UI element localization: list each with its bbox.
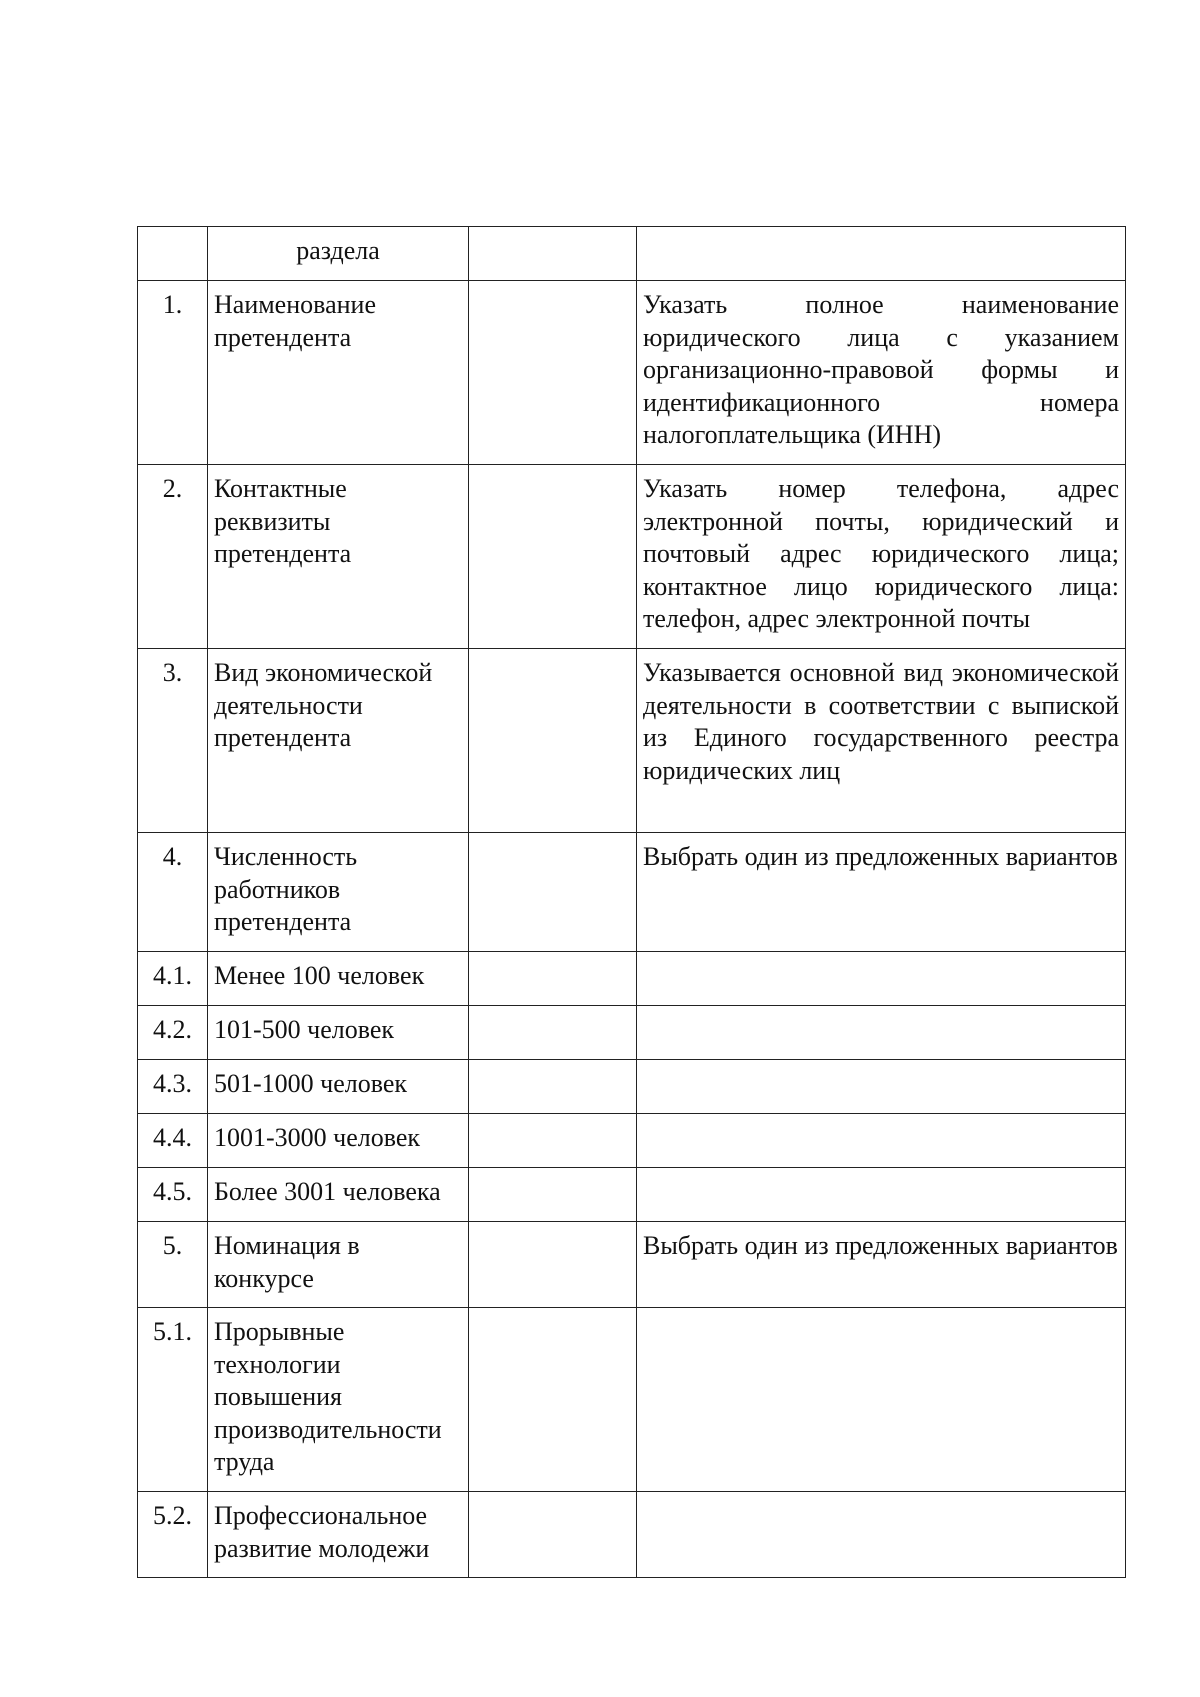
row-number: 4.2.	[153, 1015, 192, 1044]
row-number-cell	[138, 227, 208, 281]
table-row	[138, 465, 1126, 649]
row-note-cell	[637, 465, 1126, 649]
row-name-cell	[208, 1006, 469, 1060]
row-number: 4.1.	[153, 961, 192, 990]
table-row	[138, 1308, 1126, 1492]
row-value-cell[interactable]	[469, 465, 637, 649]
row-value-cell[interactable]	[469, 1060, 637, 1114]
row-number-cell	[138, 649, 208, 833]
row-note-cell	[637, 1114, 1126, 1168]
row-note-cell	[637, 1308, 1126, 1492]
row-number-cell	[138, 833, 208, 952]
row-name-cell	[208, 649, 469, 833]
row-name: 1001-3000 человек	[214, 1123, 421, 1152]
row-number: 3.	[162, 658, 183, 687]
row-name: Менее 100 человек	[214, 961, 425, 990]
row-number-cell	[138, 465, 208, 649]
row-value-cell[interactable]	[469, 1222, 637, 1308]
row-note-cell	[637, 1168, 1126, 1222]
row-note-cell	[637, 281, 1126, 465]
row-number-cell	[138, 1060, 208, 1114]
row-number-cell	[138, 1492, 208, 1578]
row-note: Выбрать один из предложенных вариантов	[643, 842, 1118, 871]
row-number-cell	[138, 952, 208, 1006]
row-name-cell	[208, 952, 469, 1006]
row-number: 4.4.	[153, 1123, 192, 1152]
row-number-cell	[138, 1006, 208, 1060]
row-number: 2.	[162, 474, 183, 503]
row-number: 4.	[162, 842, 183, 871]
row-number-cell	[138, 281, 208, 465]
application-form-table	[137, 226, 1126, 1578]
row-name: 501-1000 человек	[214, 1069, 408, 1098]
row-note: Указать полное наименование юридического лица с указанием организационно-правовой формы и идентификационного номера налогоплательщика (ИНН)	[643, 290, 1119, 450]
row-value-cell[interactable]	[469, 281, 637, 465]
row-value-cell[interactable]	[469, 227, 637, 281]
row-name: Прорывные технологии повышения производительности труда	[214, 1317, 442, 1477]
row-name-cell	[208, 1222, 469, 1308]
row-value-cell[interactable]	[469, 833, 637, 952]
row-value-cell[interactable]	[469, 952, 637, 1006]
table-row	[138, 1060, 1126, 1114]
table-row	[138, 227, 1126, 281]
row-note-cell	[637, 952, 1126, 1006]
row-name-cell	[208, 281, 469, 465]
row-number-cell	[138, 1168, 208, 1222]
row-name-cell	[208, 465, 469, 649]
row-number: 1.	[162, 290, 183, 319]
row-note-cell	[637, 1060, 1126, 1114]
row-name: Наименование претендента	[214, 290, 376, 352]
row-value-cell[interactable]	[469, 1168, 637, 1222]
row-name: Номинация в конкурсе	[214, 1231, 360, 1293]
row-name-cell	[208, 1308, 469, 1492]
row-number: 4.5.	[153, 1177, 192, 1206]
table-body	[138, 227, 1126, 1578]
row-name: Численность работников претендента	[214, 842, 358, 937]
row-name: раздела	[296, 236, 380, 265]
table-row	[138, 1222, 1126, 1308]
table-row	[138, 1168, 1126, 1222]
row-number: 5.	[162, 1231, 183, 1260]
row-number-cell	[138, 1114, 208, 1168]
row-name: Контактные реквизиты претендента	[214, 474, 352, 569]
row-value-cell[interactable]	[469, 1114, 637, 1168]
row-value-cell[interactable]	[469, 1006, 637, 1060]
row-note-cell	[637, 227, 1126, 281]
row-note-cell	[637, 1492, 1126, 1578]
row-note: Указывается основной вид экономической деятельности в соответствии с выпиской из Единого государственного реестра юридических лиц	[643, 658, 1119, 785]
row-note-cell	[637, 649, 1126, 833]
row-name: 101-500 человек	[214, 1015, 395, 1044]
table-row	[138, 281, 1126, 465]
table-row	[138, 1492, 1126, 1578]
row-name: Вид экономической деятельности претендента	[214, 658, 433, 753]
row-number: 4.3.	[153, 1069, 192, 1098]
table-row	[138, 1114, 1126, 1168]
row-note-cell	[637, 1006, 1126, 1060]
table-row	[138, 833, 1126, 952]
row-value-cell[interactable]	[469, 1492, 637, 1578]
row-name-cell	[208, 1492, 469, 1578]
row-number-cell	[138, 1222, 208, 1308]
row-name-cell	[208, 833, 469, 952]
row-name-cell	[208, 227, 469, 281]
row-number: 5.1.	[153, 1317, 192, 1346]
row-note-cell	[637, 1222, 1126, 1308]
row-number-cell	[138, 1308, 208, 1492]
row-note: Выбрать один из предложенных вариантов	[643, 1231, 1118, 1260]
row-name-cell	[208, 1114, 469, 1168]
row-number: 5.2.	[153, 1501, 192, 1530]
table-row	[138, 952, 1126, 1006]
table-row	[138, 1006, 1126, 1060]
row-value-cell[interactable]	[469, 1308, 637, 1492]
row-value-cell[interactable]	[469, 649, 637, 833]
row-name: Более 3001 человека	[214, 1177, 441, 1206]
table-row	[138, 649, 1126, 833]
row-name-cell	[208, 1168, 469, 1222]
row-name: Профессиональное развитие молодежи	[214, 1501, 430, 1563]
row-note-cell	[637, 833, 1126, 952]
row-note: Указать номер телефона, адрес электронной почты, юридический и почтовый адрес юридического лица; контактное лицо юридического лица: телефон, адрес электронной почты	[643, 474, 1119, 634]
row-name-cell	[208, 1060, 469, 1114]
